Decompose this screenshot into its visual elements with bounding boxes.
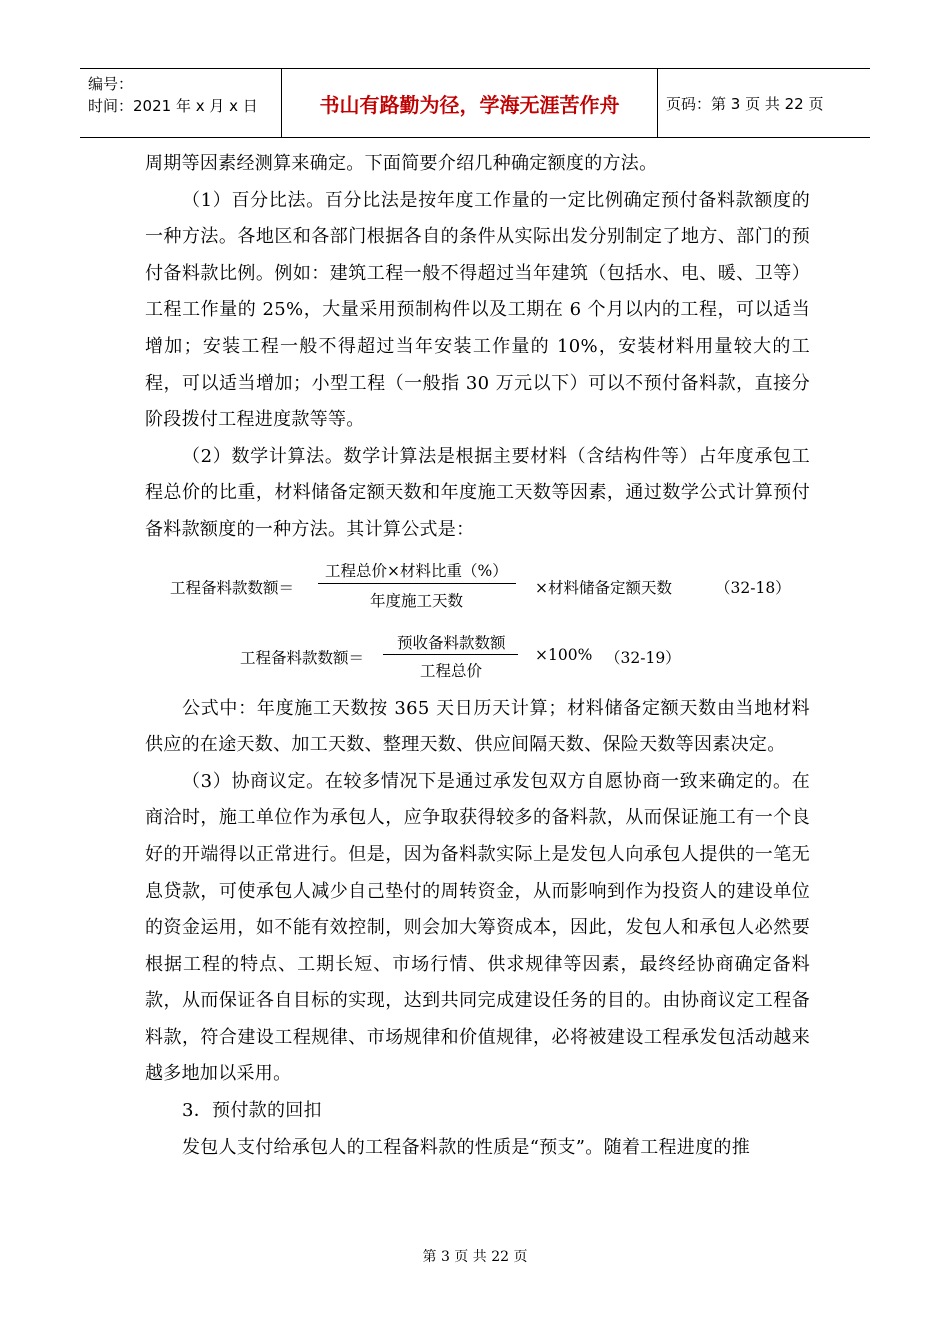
- formula-lhs: 工程备料款数额＝: [170, 578, 295, 597]
- header-motto: 书山有路勤为径，学海无涯苦作舟: [282, 69, 658, 137]
- formula-number: （32-19）: [605, 648, 681, 667]
- fraction-bar: [318, 583, 516, 584]
- paragraph: （1）百分比法。百分比法是按年度工作量的一定比例确定预付备料款额度的一种方法。各地区和各部门根据各自的条件从实际出发分别制定了地方、部门的预付备料款比例。例如：建筑工程一般不得超过当年建筑（包括水、电、暖、卫等）工程工作量的 25%，大量采用预制构件以及工期在 6 个月以内的工程，可以适当增加；安装工程一般不得超过当年安装工作量的 10%，安装材料用量较大的工程，可以适当增加；小型工程（一般指 30 万元以下）可以不预付备料款，直接分阶段拨付工程进度款等等。: [145, 189, 810, 431]
- formula-32-19: [145, 631, 810, 691]
- formula-denominator: 年度施工天数: [370, 591, 464, 610]
- paragraph: 周期等因素经测算来确定。下面简要介绍几种确定额度的方法。: [145, 153, 658, 174]
- formula-numerator: 工程总价×材料比重（%）: [325, 561, 508, 580]
- paragraph: 发包人支付给承包人的工程备料款的性质是“预支”。随着工程进度的推: [182, 1136, 751, 1158]
- formula-denominator: 工程总价: [420, 661, 483, 680]
- document-body: [145, 146, 810, 1166]
- page-header: [80, 68, 870, 138]
- formula-numerator: 预收备料款数额: [397, 633, 506, 652]
- document-date: 时间：2021 年 x 月 x 日: [88, 97, 258, 115]
- section-heading: 3．预付款的回扣: [182, 1100, 322, 1122]
- header-meta: [80, 69, 282, 137]
- formula-32-18: [145, 549, 810, 623]
- paragraph: （2）数学计算法。数学计算法是根据主要材料（含结构件等）占年度承包工程总价的比重，材料储备定额天数和年度施工天数等因素，通过数学公式计算预付备料款额度的一种方法。其计算公式是：: [145, 445, 810, 540]
- formula-number: （32-18）: [715, 578, 791, 597]
- fraction-bar: [383, 654, 518, 655]
- formula-lhs: 工程备料款数额＝: [240, 648, 365, 667]
- paragraph: 公式中：年度施工天数按 365 天日历天计算；材料储备定额天数由当地材料供应的在途天数、加工天数、整理天数、供应间隔天数、保险天数等因素决定。: [145, 697, 810, 756]
- document-number: 编号：: [88, 75, 134, 93]
- page-footer: 第 3 页 共 22 页: [422, 1249, 528, 1265]
- header-page-info: 页码：第 3 页 共 22 页: [666, 94, 824, 113]
- formula-rhs: ×材料储备定额天数: [535, 578, 672, 597]
- paragraph: （3）协商议定。在较多情况下是通过承发包双方自愿协商一致来确定的。在商洽时，施工单位作为承包人，应争取获得较多的备料款，从而保证施工有一个良好的开端得以正常进行。但是，因为备料款实际上是发包人向承包人提供的一笔无息贷款，可使承包人减少自己垫付的周转资金，从而影响到作为投资人的建设单位的资金运用，如不能有效控制，则会加大筹资成本，因此，发包人和承包人必然要根据工程的特点、工期长短、市场行情、供求规律等因素，最终经协商确定备料款，从而保证各自目标的实现，达到共同完成建设任务的目的。由协商议定工程备料款，符合建设工程规律、市场规律和价值规律，必将被建设工程承发包活动越来越多地加以采用。: [145, 770, 810, 1085]
- formula-rhs: ×100%: [535, 645, 593, 664]
